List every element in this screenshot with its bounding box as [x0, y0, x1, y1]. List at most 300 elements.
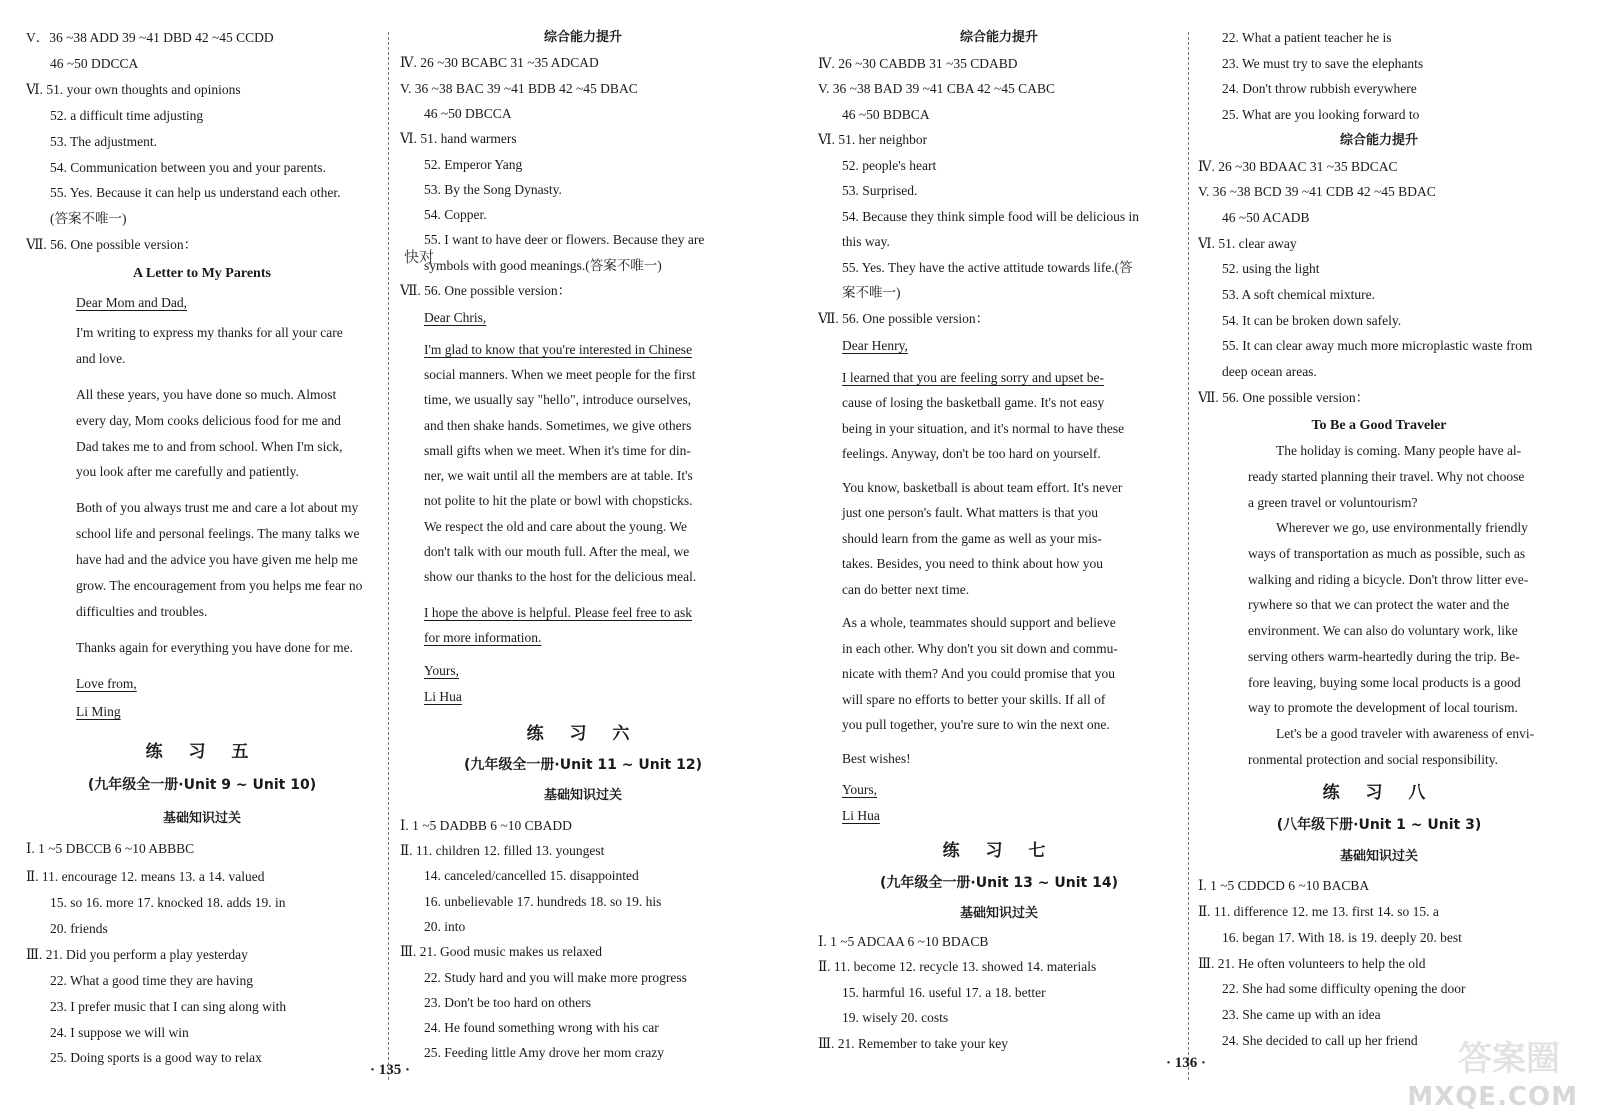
- line-text: 23. She came up with an idea: [1222, 1006, 1381, 1022]
- line-text: 52. using the light: [1222, 261, 1320, 277]
- text-line: [26, 26, 378, 50]
- text-line: [26, 837, 378, 861]
- line-text: small gifts when we meet. When it's time for din-: [424, 442, 691, 458]
- text-line: [818, 501, 1180, 525]
- line-text: 53. A soft chemical mixture.: [1222, 287, 1375, 302]
- line-text: 54. Communication between you and your parents.: [50, 159, 326, 175]
- text-line: [26, 574, 378, 598]
- line-text: The holiday is coming. Many people have al-: [1276, 443, 1522, 459]
- line-text: Ⅲ. 21. Did you perform a play yesterday: [26, 946, 248, 962]
- text-line: [400, 540, 766, 564]
- exercise-title: [26, 740, 378, 764]
- line-text: All these years, you have done so much. Almost: [76, 386, 337, 402]
- line-text: Ⅲ. 21. Good music makes us relaxed: [400, 944, 602, 960]
- line-text: 基础知识过关: [543, 788, 622, 804]
- line-text: 练 习 八: [1322, 783, 1436, 804]
- text-line: [818, 128, 1180, 152]
- text-line: [1198, 155, 1560, 179]
- text-line: [26, 435, 378, 459]
- line-text: 55. I want to have deer or flowers. Because they are: [424, 232, 705, 248]
- watermark-logo: 答案圈: [1458, 1039, 1560, 1079]
- text-line: [1198, 439, 1560, 463]
- text-line: [26, 460, 378, 484]
- text-line: [818, 256, 1180, 280]
- watermark: MXQE.COM: [1407, 1082, 1578, 1112]
- line-text: 24. She decided to call up her friend: [1222, 1032, 1418, 1048]
- line-text: A Letter to My Parents: [133, 266, 271, 282]
- text-line: [818, 366, 1180, 390]
- line-text: 14. canceled/cancelled 15. disappointed: [424, 868, 639, 884]
- text-line: [1198, 977, 1560, 1001]
- line-text: (答案不唯一): [50, 211, 127, 227]
- line-text: (九年级全一册·Unit 13 ~ Unit 14): [880, 874, 1118, 891]
- text-line: [818, 281, 1180, 305]
- line-text: 53. Surprised.: [842, 183, 918, 198]
- line-text: 46 ~50 ACADB: [1222, 209, 1310, 225]
- line-text: Ⅵ. 51. clear away: [1198, 235, 1297, 251]
- text-line: [26, 891, 378, 915]
- text-line: [26, 496, 378, 520]
- text-line: [400, 839, 766, 863]
- text-line: [1198, 334, 1560, 358]
- text-line: [400, 685, 766, 709]
- text-line: [818, 713, 1180, 737]
- text-line: [818, 804, 1180, 828]
- scan-noise-text: 快对: [404, 250, 435, 266]
- text-line: [26, 321, 378, 345]
- text-line: [26, 52, 378, 76]
- text-line: [26, 943, 378, 967]
- text-line: [400, 915, 766, 939]
- text-line: [26, 207, 378, 231]
- line-text: 16. began 17. With 18. is 19. deeply 20. best: [1222, 929, 1462, 945]
- line-text: show our thanks to the host for the delicious meal.: [424, 569, 697, 585]
- text-line: [1198, 206, 1560, 230]
- line-text: 综合能力提升: [959, 30, 1038, 45]
- text-line: [818, 955, 1180, 979]
- text-line: [400, 464, 766, 488]
- line-text: a green travel or voluntourism?: [1248, 494, 1418, 510]
- line-text: symbols with good meanings.(答案不唯一): [424, 257, 662, 273]
- line-text: Ⅰ. 1 ~5 ADCAA 6 ~10 BDACB: [818, 933, 989, 949]
- page-number-right: · 136 ·: [1166, 1055, 1207, 1071]
- line-text: don't talk with our mouth full. After the meal, we: [424, 544, 690, 559]
- line-text: 基础知识过关: [959, 906, 1038, 921]
- text-line: [818, 205, 1180, 229]
- text-line: [1198, 283, 1560, 307]
- text-line: [26, 600, 378, 624]
- text-line: [400, 414, 766, 438]
- line-text: you look after me carefully and patiently.: [76, 464, 299, 480]
- text-line: [400, 228, 766, 252]
- text-line: [26, 78, 378, 102]
- text-line: [1198, 568, 1560, 592]
- line-text: Ⅵ. 51. hand warmers: [400, 131, 517, 147]
- line-text: 22. Study hard and you will make more progress: [424, 969, 687, 985]
- text-line: [1198, 671, 1560, 695]
- line-text: 19. wisely 20. costs: [842, 1010, 949, 1025]
- line-text: As a whole, teammates should support and believe: [842, 615, 1116, 630]
- text-line: [26, 865, 378, 889]
- line-text: I'm glad to know that you're interested in Chinese: [424, 341, 693, 357]
- text-line: [818, 578, 1180, 602]
- text-line: [818, 611, 1180, 635]
- line-text: 25. Feeding little Amy drove her mom crazy: [424, 1045, 664, 1061]
- line-text: deep ocean areas.: [1222, 364, 1317, 380]
- text-line: [26, 548, 378, 572]
- text-line: [818, 527, 1180, 551]
- line-text: every day, Mom cooks delicious food for me and: [76, 412, 341, 428]
- text-line: [400, 102, 766, 126]
- text-line: [818, 77, 1180, 101]
- text-line: [818, 103, 1180, 127]
- text-line: [818, 981, 1180, 1005]
- line-text: being in your situation, and it's normal to have these: [842, 420, 1125, 436]
- line-text: 基础知识过关: [1339, 848, 1418, 864]
- line-text: (九年级全一册·Unit 11 ~ Unit 12): [464, 757, 702, 774]
- page-divider-left: [388, 32, 389, 1080]
- line-text: feelings. Anyway, don't be too hard on yourself.: [842, 446, 1101, 461]
- text-line: [1198, 952, 1560, 976]
- line-text: 46 ~50 BDBCA: [842, 106, 930, 122]
- line-text: 练 习 六: [526, 723, 640, 744]
- line-text: nicate with them? And you could promise that you: [842, 666, 1115, 681]
- line-text: Ⅳ. 26 ~30 CABDB 31 ~35 CDABD: [818, 55, 1018, 71]
- text-line: [1198, 593, 1560, 617]
- text-line: [1198, 874, 1560, 898]
- line-text: 25. What are you looking forward to: [1222, 107, 1420, 123]
- text-line: [26, 104, 378, 128]
- line-text: Ⅲ. 21. He often volunteers to help the old: [1198, 955, 1426, 971]
- text-line: [818, 417, 1180, 441]
- text-line: [1198, 309, 1560, 333]
- text-line: [1198, 103, 1560, 127]
- line-text: 46 ~50 DBCCA: [424, 105, 512, 121]
- text-line: [1198, 748, 1560, 772]
- line-text: Ⅶ. 56. One possible version：: [26, 237, 198, 253]
- section-heading: [818, 902, 1180, 926]
- text-line: [818, 747, 1180, 771]
- line-text: Ⅰ. 1 ~5 CDDCD 6 ~10 BACBA: [1198, 878, 1370, 894]
- line-text: Ⅲ. 21. Remember to take your key: [818, 1035, 1008, 1051]
- text-line: [400, 890, 766, 914]
- line-text: Best wishes!: [842, 750, 911, 766]
- exercise-subtitle: [818, 871, 1180, 895]
- text-line: [400, 864, 766, 888]
- line-text: I'm writing to express my thanks for all your care: [76, 324, 343, 340]
- text-line: [1198, 1003, 1560, 1027]
- line-text: Yours,: [424, 663, 460, 679]
- text-line: [818, 391, 1180, 415]
- line-text: cause of losing the basketball game. It's not easy: [842, 395, 1105, 410]
- line-text: Li Ming: [76, 703, 121, 719]
- line-text: and love.: [76, 350, 126, 366]
- text-line: [26, 1021, 378, 1045]
- text-line: [26, 291, 378, 315]
- text-line: [400, 991, 766, 1015]
- section-heading: [818, 26, 1180, 50]
- text-line: [400, 306, 766, 330]
- line-text: difficulties and troubles.: [76, 603, 208, 619]
- text-line: [26, 700, 378, 724]
- line-text: this way.: [842, 234, 890, 249]
- line-text: for more information.: [424, 629, 542, 645]
- text-line: [26, 409, 378, 433]
- text-line: [1198, 516, 1560, 540]
- line-text: Ⅱ. 11. children 12. filled 13. youngest: [400, 843, 605, 858]
- text-line: [818, 662, 1180, 686]
- exercise-subtitle: [400, 753, 766, 777]
- line-text: Dear Chris,: [424, 310, 487, 326]
- text-line: [400, 153, 766, 177]
- line-text: rywhere so that we can protect the water and the: [1248, 597, 1510, 613]
- text-line: [26, 130, 378, 154]
- line-text: Dad takes me to and from school. When I'm sick,: [76, 438, 343, 454]
- line-text: Let's be a good traveler with awareness of envi-: [1276, 725, 1535, 741]
- line-text: You know, basketball is about team effort. It's never: [842, 479, 1123, 495]
- line-text: school life and personal feelings. The many talks we: [76, 526, 360, 542]
- text-line: [400, 127, 766, 151]
- line-text: 52. a difficult time adjusting: [50, 107, 204, 123]
- text-line: [26, 672, 378, 696]
- line-text: (八年级下册·Unit 1 ~ Unit 3): [1276, 817, 1482, 833]
- text-line: [400, 363, 766, 387]
- exercise-subtitle: [1198, 813, 1560, 837]
- line-text: have had and the advice you have given me help me: [76, 552, 358, 568]
- line-text: Ⅵ. 51. your own thoughts and opinions: [26, 81, 241, 97]
- line-text: just one person's fault. What matters is that you: [842, 505, 1099, 520]
- text-line: [26, 181, 378, 205]
- line-text: will spare no efforts to better your skills. If all of: [842, 691, 1106, 707]
- line-text: (九年级全一册·Unit 9 ~ Unit 10): [87, 777, 317, 794]
- text-line: [1198, 180, 1560, 204]
- text-line: [1198, 386, 1560, 410]
- line-text: 52. people's heart: [842, 157, 937, 173]
- line-text: can do better next time.: [842, 581, 970, 597]
- line-text: 15. harmful 16. useful 17. a 18. better: [842, 984, 1046, 1000]
- text-line: [1198, 645, 1560, 669]
- line-text: 23. We must try to save the elephants: [1222, 55, 1424, 71]
- text-line: [26, 995, 378, 1019]
- line-text: in each other. Why don't you sit down and commu-: [842, 640, 1118, 656]
- text-line: [818, 476, 1180, 500]
- text-line: [818, 1006, 1180, 1030]
- text-line: [818, 52, 1180, 76]
- line-text: 22. She had some difficulty opening the door: [1222, 981, 1466, 997]
- line-text: 55. It can clear away much more microplastic waste from: [1222, 338, 1533, 354]
- text-line: [26, 636, 378, 660]
- line-text: and then shake hands. Sometimes, we give others: [424, 417, 692, 433]
- line-text: Both of you always trust me and care a lot about my: [76, 500, 359, 516]
- text-line: [1198, 465, 1560, 489]
- line-text: 53. By the Song Dynasty.: [424, 181, 562, 197]
- line-text: social manners. When we meet people for the first: [424, 366, 696, 382]
- text-line: [1198, 722, 1560, 746]
- text-line: [400, 338, 766, 362]
- line-text: fore leaving, buying some local products is a good: [1248, 674, 1521, 690]
- line-text: Dear Henry,: [842, 338, 908, 353]
- text-line: [26, 156, 378, 180]
- line-text: V. 36 ~38 BCD 39 ~41 CDB 42 ~45 BDAC: [1198, 184, 1436, 200]
- line-text: ronmental protection and social responsibility.: [1248, 751, 1498, 767]
- line-text: Dear Mom and Dad,: [76, 295, 187, 310]
- text-line: [1198, 900, 1560, 924]
- text-line: [400, 279, 766, 303]
- text-line: [400, 178, 766, 202]
- text-line: [400, 388, 766, 412]
- line-text: To Be a Good Traveler: [1311, 417, 1447, 433]
- line-text: 55. Yes. They have the active attitude towards life.(答: [842, 259, 1133, 275]
- line-text: grow. The encouragement from you helps me fear no: [76, 578, 363, 593]
- line-text: I learned that you are feeling sorry and upset be-: [842, 369, 1105, 385]
- line-text: 54. It can be broken down safely.: [1222, 312, 1402, 328]
- line-text: 16. unbelievable 17. hundreds 18. so 19. his: [424, 893, 662, 909]
- text-line: [818, 154, 1180, 178]
- text-line: [818, 930, 1180, 954]
- text-line: [400, 203, 766, 227]
- line-text: Ⅳ. 26 ~30 BCABC 31 ~35 ADCAD: [400, 55, 599, 71]
- line-text: Ⅱ. 11. difference 12. me 13. first 14. so 15. a: [1198, 904, 1439, 920]
- text-line: [400, 77, 766, 101]
- line-text: Li Hua: [842, 807, 880, 823]
- text-line: [818, 307, 1180, 331]
- text-line: [818, 552, 1180, 576]
- text-line: [400, 515, 766, 539]
- section-heading: [1198, 845, 1560, 869]
- text-line: [1198, 26, 1560, 50]
- line-text: 综合能力提升: [543, 30, 622, 45]
- text-line: [400, 489, 766, 513]
- line-text: 25. Doing sports is a good way to relax: [50, 1050, 262, 1066]
- text-line: [400, 966, 766, 990]
- line-text: We respect the old and care about the young. We: [424, 518, 687, 534]
- line-text: I hope the above is helpful. Please feel free to ask: [424, 604, 693, 620]
- text-line: [1198, 232, 1560, 256]
- text-line: [400, 601, 766, 625]
- text-line: [26, 969, 378, 993]
- text-line: [400, 1041, 766, 1065]
- line-text: 53. The adjustment.: [50, 133, 157, 149]
- line-text: Ⅱ. 11. encourage 12. means 13. a 14. valued: [26, 869, 265, 885]
- line-text: Ⅶ. 56. One possible version：: [1198, 389, 1370, 405]
- line-text: V. 36 ~38 BAC 39 ~41 BDB 42 ~45 DBAC: [400, 80, 638, 96]
- line-text: 练 习 七: [942, 841, 1056, 861]
- text-line: [1198, 619, 1560, 643]
- text-line: [818, 334, 1180, 358]
- line-text: 22. What a patient teacher he is: [1222, 30, 1392, 45]
- line-text: 15. so 16. more 17. knocked 18. adds 19. in: [50, 895, 286, 910]
- text-line: [26, 383, 378, 407]
- section-heading: [26, 807, 378, 831]
- line-text: Wherever we go, use environmentally friendly: [1276, 520, 1528, 536]
- exercise-title: [1198, 781, 1560, 805]
- text-line: [400, 814, 766, 838]
- text-line: [400, 626, 766, 650]
- text-line: [818, 637, 1180, 661]
- line-text: 52. Emperor Yang: [424, 156, 523, 172]
- text-line: [818, 179, 1180, 203]
- text-line: [400, 940, 766, 964]
- section-heading: [1198, 129, 1560, 153]
- text-line: [1198, 360, 1560, 384]
- text-line: [1198, 926, 1560, 950]
- text-line: [1198, 257, 1560, 281]
- line-text: Ⅰ. 1 ~5 DADBB 6 ~10 CBADD: [400, 817, 572, 833]
- text-line: [26, 917, 378, 941]
- line-text: 24. I suppose we will win: [50, 1024, 189, 1040]
- line-text: walking and riding a bicycle. Don't throw litter eve-: [1248, 571, 1529, 587]
- line-text: way to promote the development of local tourism.: [1248, 700, 1518, 716]
- text-line: [1198, 542, 1560, 566]
- text-line: [400, 254, 766, 278]
- text-line: [818, 230, 1180, 254]
- essay-title: [26, 262, 378, 286]
- line-text: 23. Don't be too hard on others: [424, 994, 592, 1010]
- text-line: [400, 565, 766, 589]
- text-line: [26, 1046, 378, 1070]
- line-text: 20. friends: [50, 920, 108, 936]
- text-line: [818, 688, 1180, 712]
- section-heading: [400, 784, 766, 808]
- line-text: 案不唯一): [842, 285, 901, 300]
- page-divider-right: [1188, 32, 1189, 1080]
- line-text: 55. Yes. Because it can help us understand each other.: [50, 185, 341, 201]
- line-text: 24. Don't throw rubbish everywhere: [1222, 81, 1417, 97]
- line-text: 22. What a good time they are having: [50, 972, 253, 988]
- text-line: [1198, 52, 1560, 76]
- text-line: [1198, 77, 1560, 101]
- line-text: time, we usually say "hello", introduce ourselves,: [424, 392, 692, 408]
- line-text: ready started planning their travel. Why not choose: [1248, 468, 1525, 484]
- line-text: you pull together, you're sure to win the next one.: [842, 717, 1110, 732]
- line-text: takes. Besides, you need to think about how you: [842, 556, 1103, 571]
- text-line: [400, 51, 766, 75]
- line-text: 54. Copper.: [424, 207, 487, 223]
- text-line: [818, 778, 1180, 802]
- page-number-left: · 135 ·: [370, 1062, 411, 1078]
- text-line: [26, 233, 378, 257]
- line-text: Ⅰ. 1 ~5 DBCCB 6 ~10 ABBBC: [26, 841, 195, 857]
- line-text: Ⅶ. 56. One possible version：: [818, 310, 990, 326]
- line-text: 46 ~50 DDCCA: [50, 55, 139, 71]
- line-text: not polite to hit the plate or bowl with chopsticks.: [424, 493, 693, 509]
- line-text: 基础知识过关: [162, 811, 241, 827]
- line-text: ways of transportation as much as possible, such as: [1248, 546, 1526, 561]
- essay-title: [1198, 414, 1560, 438]
- line-text: 20. into: [424, 918, 466, 934]
- line-text: Ⅳ. 26 ~30 BDAAC 31 ~35 BDCAC: [1198, 158, 1398, 174]
- line-text: Li Hua: [424, 688, 462, 704]
- line-text: 23. I prefer music that I can sing along with: [50, 998, 287, 1014]
- line-text: Ⅶ. 56. One possible version：: [400, 283, 572, 298]
- text-line: [1198, 491, 1560, 515]
- text-line: [818, 1032, 1180, 1056]
- line-text: V．36 ~38 ADD 39 ~41 DBD 42 ~45 CCDD: [26, 30, 274, 45]
- line-text: Thanks again for everything you have done for me.: [76, 639, 354, 655]
- line-text: serving others warm-heartedly during the trip. Be-: [1248, 648, 1520, 664]
- line-text: should learn from the game as well as your mis-: [842, 530, 1102, 546]
- text-line: [26, 522, 378, 546]
- text-line: [400, 439, 766, 463]
- line-text: 综合能力提升: [1339, 132, 1418, 148]
- exercise-title: [818, 839, 1180, 863]
- line-text: Ⅵ. 51. her neighbor: [818, 132, 928, 147]
- line-text: V. 36 ~38 BAD 39 ~41 CBA 42 ~45 CABC: [818, 81, 1055, 96]
- text-line: [26, 347, 378, 371]
- line-text: ner, we wait until all the members are at table. It's: [424, 468, 693, 484]
- line-text: 24. He found something wrong with his car: [424, 1020, 659, 1036]
- text-line: [400, 659, 766, 683]
